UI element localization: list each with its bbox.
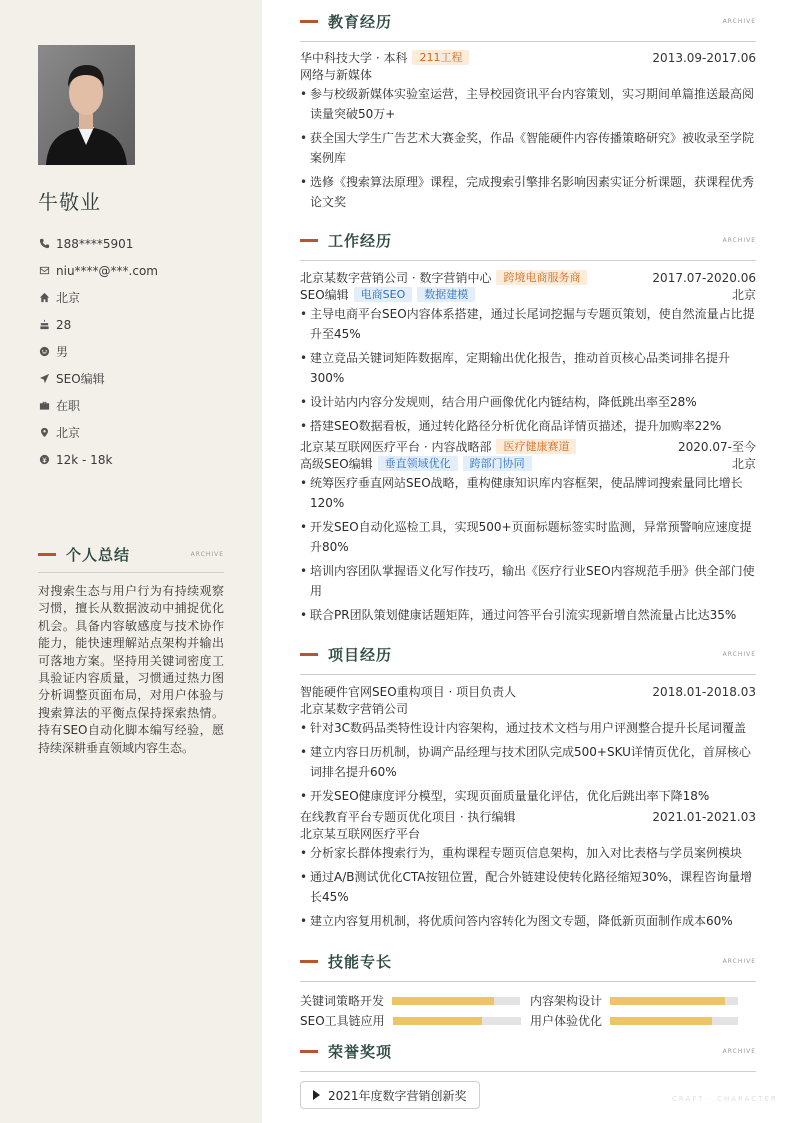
job-role-row: [300, 286, 756, 303]
cake-icon: [38, 319, 50, 331]
honors-tag: ARCHIVE: [722, 1048, 756, 1055]
briefcase-icon: [38, 400, 50, 412]
job-date: 2020.07-至今: [678, 440, 756, 454]
job-date: 2017.07-2020.06: [652, 270, 756, 285]
job-company: 北京某数字营销公司 · 数字营销中心: [300, 271, 492, 285]
list-item: • 建立内容日历机制，协调产品经理与技术团队完成500+SKU详情页优化，首屏核心词排名提升60%: [300, 742, 756, 782]
education-major-row: [300, 66, 756, 83]
job-company: 北京某互联网医疗平台 · 内容战略部: [300, 440, 492, 454]
work-header: [300, 221, 756, 261]
info-location: [38, 419, 158, 446]
work-section: [300, 221, 756, 629]
job-city: 北京: [731, 457, 756, 471]
info-position-text: SEO编辑: [56, 372, 105, 386]
project-org-row: [300, 825, 756, 842]
project-entry: [300, 683, 756, 806]
skill-bar: [392, 997, 520, 1005]
education-school-row: [300, 49, 756, 66]
project-date: 2018.01-2018.03: [652, 684, 756, 699]
list-item: • 建立内容复用机制，将优质问答内容转化为图文专题，降低新页面制作成本60%: [300, 911, 756, 931]
summary-tag: ARCHIVE: [190, 550, 224, 558]
education-major: 网络与新媒体: [300, 68, 373, 82]
work-tag: ARCHIVE: [722, 237, 756, 244]
job-skill-tag: 跨部门协同: [463, 456, 532, 471]
list-item: • 开发SEO自动化巡检工具，实现500+页面标题标签实时监测，异常预警响应速度提升80%: [300, 517, 756, 557]
skill-item: [530, 992, 756, 1009]
skill-bar-fill: [610, 997, 725, 1005]
info-status-text: 在职: [56, 399, 81, 413]
send-icon: [38, 373, 50, 385]
info-location-text: 北京: [56, 426, 81, 440]
list-item: • 针对3C数码品类特性设计内容架构，通过技术文档与用户评测整合提升长尾词覆盖: [300, 718, 756, 738]
education-tag: ARCHIVE: [722, 18, 756, 25]
project-name-row: [300, 683, 756, 700]
profile-photo: [38, 45, 135, 165]
list-item: • 建立竞品关键词矩阵数据库，定期输出优化报告，推动首页核心品类词排名提升300%: [300, 348, 756, 388]
project-name: 在线教育平台专题页优化项目 · 执行编辑: [300, 810, 516, 824]
skills-grid: [300, 992, 756, 1029]
honors-header: [300, 1032, 756, 1072]
info-status: [38, 392, 158, 419]
education-header: [300, 2, 756, 42]
skill-bar: [610, 997, 738, 1005]
project-org-row: [300, 700, 756, 717]
list-item: • 参与校级新媒体实验室运营，主导校园资讯平台内容策划，实习期间单篇推送最高阅读量突破50万+: [300, 84, 756, 124]
skills-header: [300, 942, 756, 982]
projects-title: 项目经历: [328, 646, 393, 664]
job-company-row: [300, 438, 756, 455]
skill-item: [530, 1012, 756, 1029]
job-skill-tag: 数据建模: [417, 287, 475, 302]
info-email: [38, 257, 158, 284]
list-item: • 通过A/B测试优化CTA按钮位置，配合外链建设使转化路径缩短30%，课程咨询量增长45%: [300, 867, 756, 907]
education-badge: 211工程: [412, 50, 469, 65]
list-item: • 获全国大学生广告艺术大赛金奖，作品《智能硬件内容传播策略研究》被收录至学院案例库: [300, 128, 756, 168]
project-date: 2021.01-2021.03: [652, 809, 756, 824]
skill-name: 关键词策略开发: [300, 994, 385, 1008]
list-item: • 选修《搜索算法原理》课程，完成搜索引擎排名影响因素实证分析课题，获课程优秀论文奖: [300, 172, 756, 212]
info-email-text: niu****@***.com: [56, 263, 158, 278]
project-bullets: [300, 843, 756, 931]
info-city: [38, 284, 158, 311]
info-position: [38, 365, 158, 392]
job-role-row: [300, 455, 756, 472]
job-entry: [300, 438, 756, 625]
job-role: SEO编辑: [300, 288, 349, 302]
phone-icon: [38, 238, 50, 250]
honors-title: 荣誉奖项: [328, 1043, 393, 1061]
skills-tag: ARCHIVE: [722, 958, 756, 965]
job-skill-tag: 垂直领域优化: [378, 456, 458, 471]
job-badge: 医疗健康赛道: [496, 439, 576, 454]
skill-item: [300, 992, 530, 1009]
job-entry: [300, 269, 756, 436]
education-title: 教育经历: [328, 13, 393, 31]
info-age: [38, 311, 158, 338]
skills-title: 技能专长: [328, 953, 393, 971]
section-accent-bar: [38, 553, 56, 556]
project-bullets: [300, 718, 756, 806]
job-bullets: [300, 473, 756, 625]
list-item: • 设计站内内容分发规则，结合用户画像优化内链结构，降低跳出率至28%: [300, 392, 756, 412]
list-item: • 统筹医疗垂直网站SEO战略，重构健康知识库内容框架，使品牌词搜索量同比增长120%: [300, 473, 756, 513]
info-gender-text: 男: [56, 345, 69, 359]
info-phone-text: 188****5901: [56, 236, 134, 251]
project-org: 北京某数字营销公司: [300, 702, 409, 716]
education-section: [300, 2, 756, 216]
honor-item[interactable]: [300, 1081, 480, 1109]
info-gender: [38, 338, 158, 365]
skill-name: 内容架构设计: [530, 994, 603, 1008]
summary-section: [38, 544, 224, 757]
list-item: • 开发SEO健康度评分模型，实现页面质量量化评估，优化后跳出率下降18%: [300, 786, 756, 806]
list-item: • 主导电商平台SEO内容体系搭建，通过长尾词挖掘与专题页策划，使自然流量占比提升至45%: [300, 304, 756, 344]
projects-header: [300, 635, 756, 675]
summary-title: 个人总结: [66, 545, 131, 564]
job-badge: 跨境电商服务商: [496, 270, 587, 285]
section-accent-bar: [300, 1050, 318, 1053]
skill-bar-fill: [610, 1017, 712, 1025]
skill-bar-fill: [393, 1017, 483, 1025]
section-accent-bar: [300, 20, 318, 23]
job-skill-tag: 电商SEO: [354, 287, 413, 302]
location-icon: [38, 427, 50, 439]
job-city: 北京: [731, 288, 756, 302]
skill-name: SEO工具链应用: [300, 1014, 385, 1028]
salary-icon: [38, 454, 50, 466]
contact-info-list: [38, 230, 158, 473]
info-city-text: 北京: [56, 291, 81, 305]
list-item: • 培训内容团队掌握语义化写作技巧，输出《医疗行业SEO内容规范手册》供全部门使用: [300, 561, 756, 601]
email-icon: [38, 265, 50, 277]
profile-name: 牛敬业: [38, 190, 101, 214]
play-icon: [313, 1090, 320, 1100]
skill-name: 用户体验优化: [530, 1014, 603, 1028]
info-salary: [38, 446, 158, 473]
info-age-text: 28: [56, 317, 72, 332]
section-accent-bar: [300, 653, 318, 656]
education-date: 2013.09-2017.06: [652, 50, 756, 65]
job-company-row: [300, 269, 756, 286]
work-title: 工作经历: [328, 232, 393, 250]
job-bullets: [300, 304, 756, 436]
skills-section: [300, 942, 756, 1029]
project-name-row: [300, 808, 756, 825]
list-item: • 联合PR团队策划健康话题矩阵，通过问答平台引流实现新增自然流量占比达35%: [300, 605, 756, 625]
project-name: 智能硬件官网SEO重构项目 · 项目负责人: [300, 685, 517, 699]
summary-text: 对搜索生态与用户行为有持续观察习惯，擅长从数据波动中捕捉优化机会。具备内容敏感度与技术协作能力，能快速理解站点架构并输出可落地方案。坚持用关键词密度工具验证内容质量，习惯通过热力图分析调整页面布局，对用户体验与搜索算法的平衡点保持探索热情。持有SEO自动化脚本编写经验，愿持续深耕垂直领域内容生态。: [38, 584, 224, 755]
info-salary-text: 12k - 18k: [56, 452, 113, 467]
face-icon: [38, 346, 50, 358]
projects-tag: ARCHIVE: [722, 651, 756, 658]
skill-bar-fill: [392, 997, 494, 1005]
sidebar: [0, 0, 262, 1123]
job-role: 高级SEO编辑: [300, 457, 373, 471]
skill-bar: [393, 1017, 521, 1025]
list-item: • 搭建SEO数据看板，通过转化路径分析优化商品详情页描述，提升加购率22%: [300, 416, 756, 436]
home-icon: [38, 292, 50, 304]
education-school: 华中科技大学 · 本科: [300, 51, 408, 65]
info-phone: [38, 230, 158, 257]
list-item: • 分析家长群体搜索行为，重构课程专题页信息架构，加入对比表格与学员案例模块: [300, 843, 756, 863]
skill-bar: [610, 1017, 738, 1025]
honor-label: 2021年度数字营销创新奖: [328, 1088, 467, 1103]
section-accent-bar: [300, 239, 318, 242]
watermark: CRAFT · CHARACTER: [672, 1095, 778, 1103]
summary-header: [38, 544, 224, 573]
education-bullets: [300, 84, 756, 212]
project-org: 北京某互联网医疗平台: [300, 827, 421, 841]
skill-item: [300, 1012, 530, 1029]
projects-section: [300, 635, 756, 935]
project-entry: [300, 808, 756, 931]
section-accent-bar: [300, 960, 318, 963]
